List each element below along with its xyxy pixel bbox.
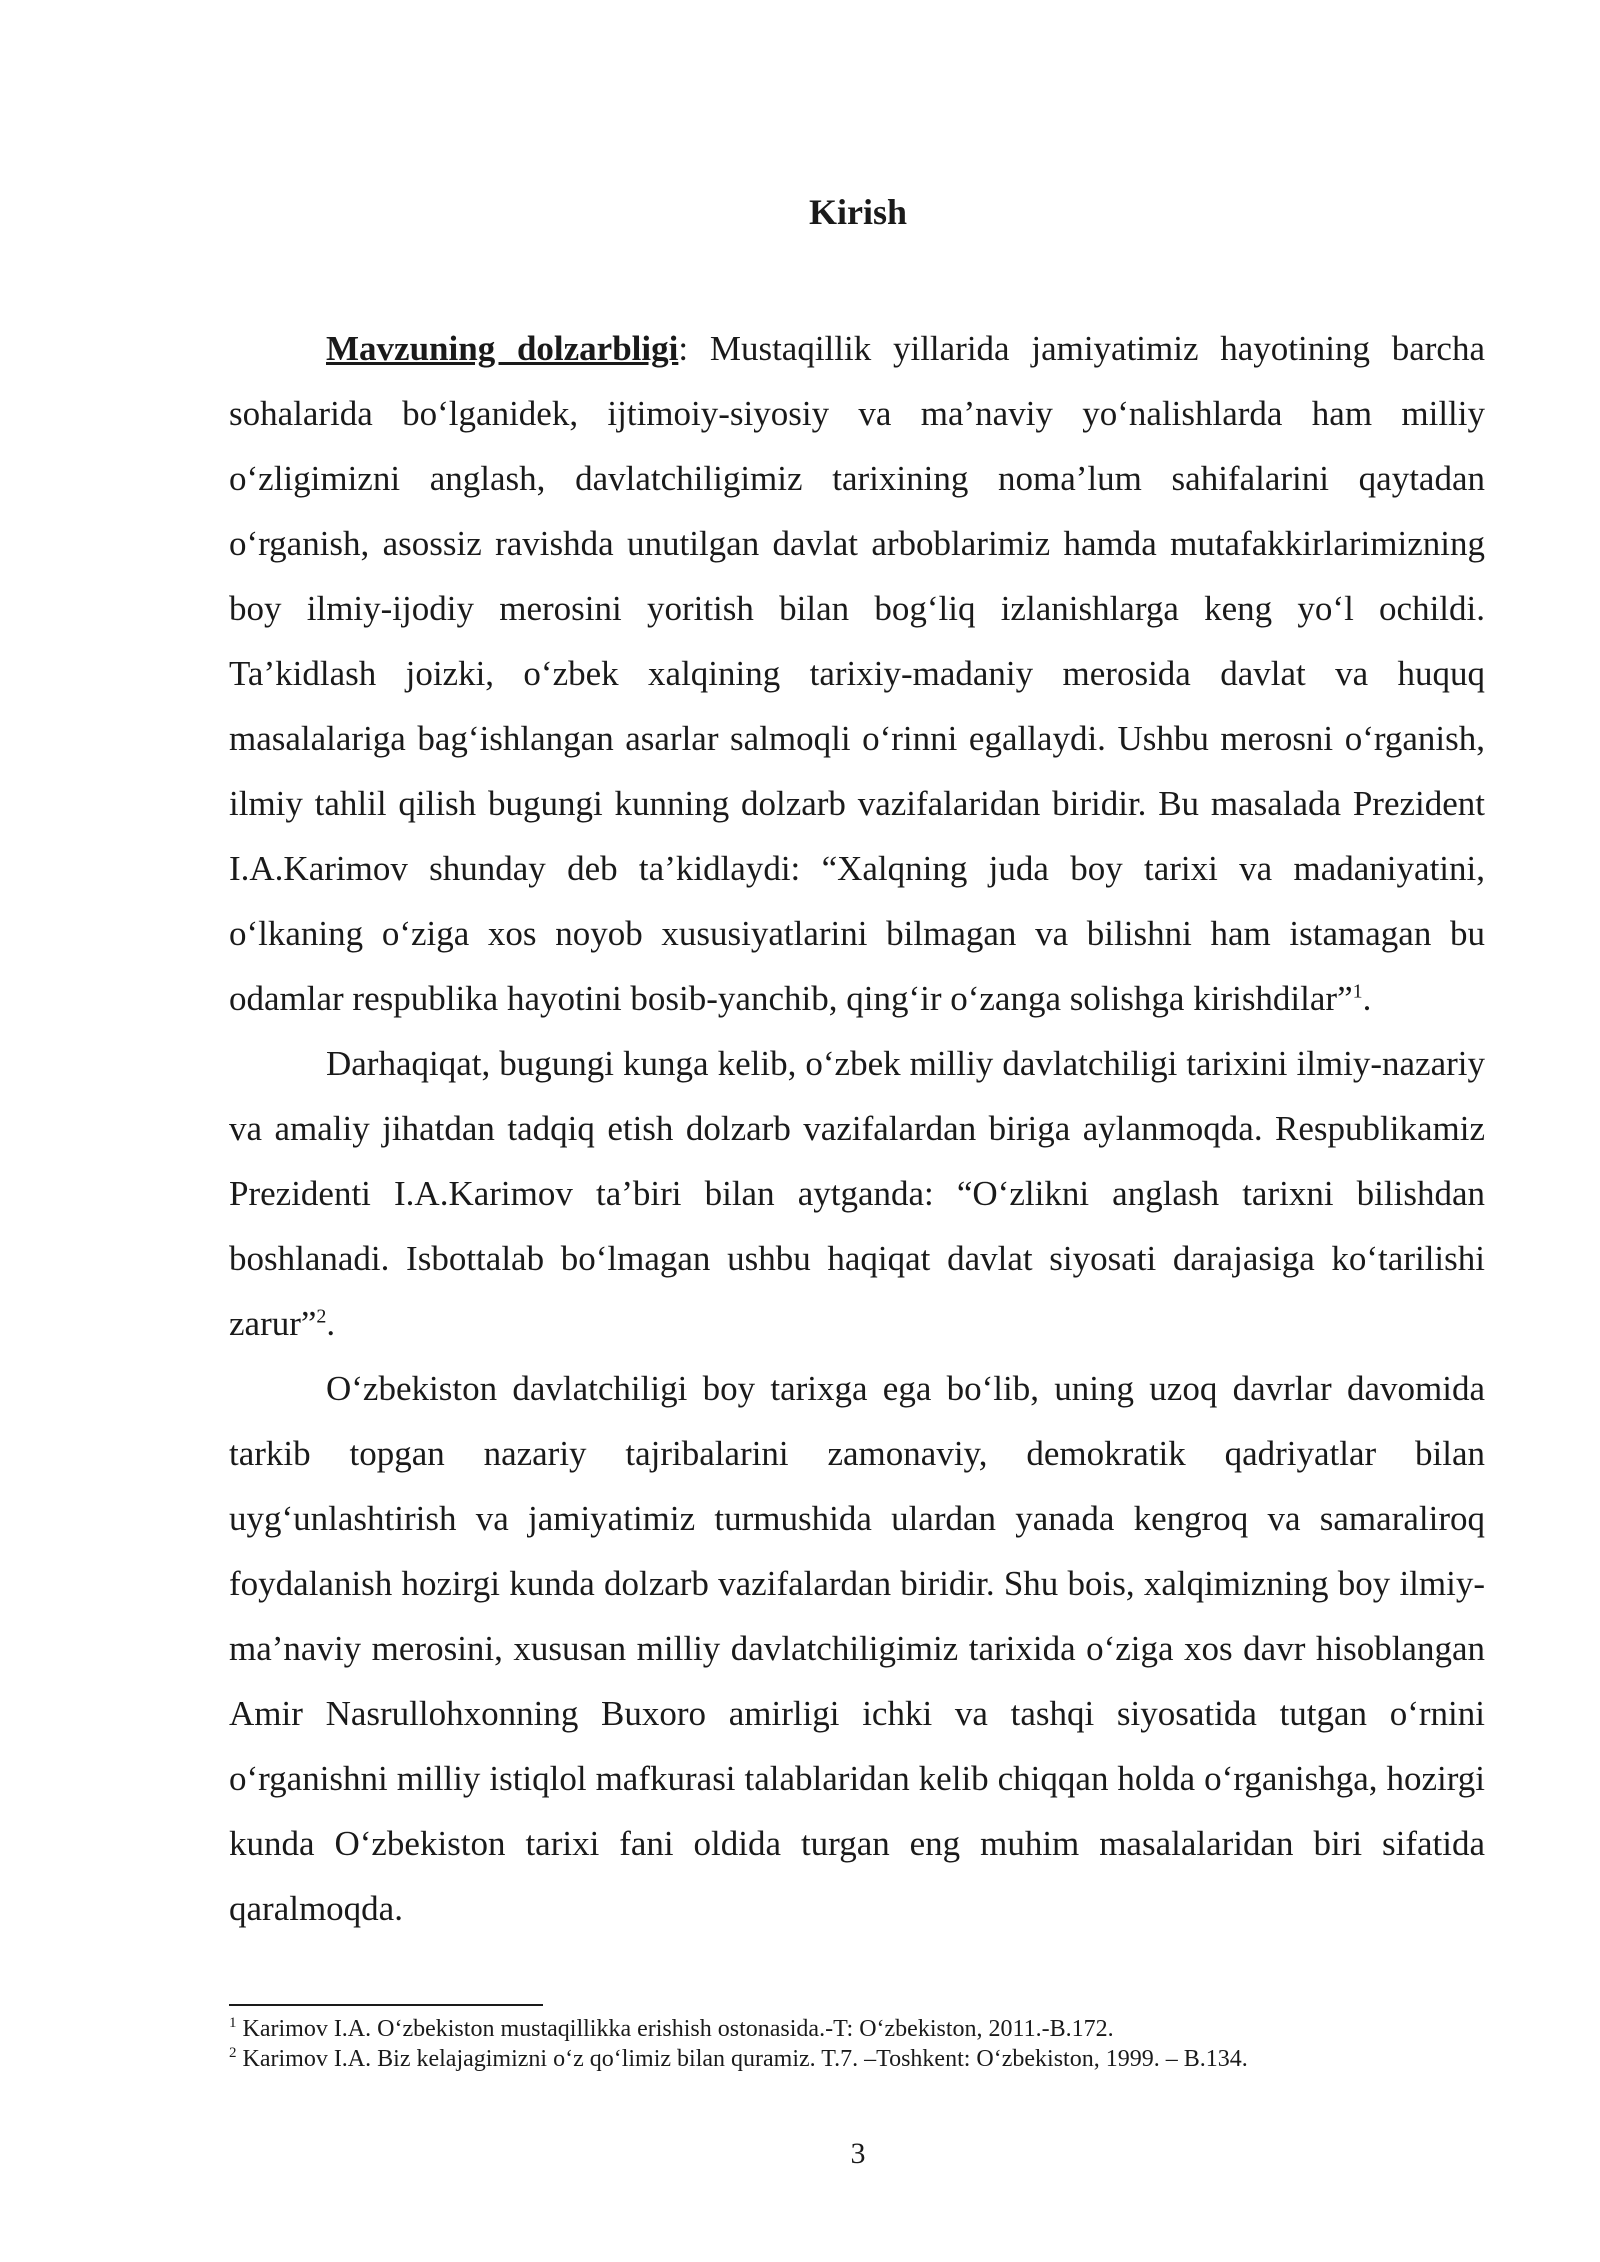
footnote-2 (229, 2044, 1485, 2074)
relevance-heading-colon: : (678, 329, 689, 368)
paragraph-3 (229, 1356, 1485, 1941)
footnotes (229, 2014, 1485, 2074)
paragraph-2-text: Darhaqiqat, bugungi kunga kelib, o‘zbek milliy davlatchiligi tarixini ilmiy-nazariy va amaliy jihatdan tadqiq etish dolzarb vazifalardan biriga aylanmoqda. Respublikamiz Prezidenti I.A.Karimov ta’biri bilan aytganda: “O‘zlikni anglash tarixni bilishdan boshlanadi. Isbottalab bo‘lmagan ushbu haqiqat davlat siyosati darajasiga ko‘tarilishi zarur” (229, 1044, 1485, 1343)
paragraph-2-end: . (326, 1304, 336, 1343)
footnote-2-number: 2 (229, 2045, 237, 2061)
paragraph-3-text: O‘zbekiston davlatchiligi boy tarixga ega bo‘lib, uning uzoq davrlar davomida tarkib topgan nazariy tajribalarini zamonaviy, demokratik qadriyatlar bilan uyg‘unlashtirish va jamiyatimiz turmushida ulardan yanada kengroq va samaraliroq foydalanish hozirgi kunda dolzarb vazifalardan biridir. Shu bois, xalqimizning boy ilmiy-ma’naviy merosini, xususan milliy davlatchiligimiz tarixida o‘ziga xos davr hisoblangan Amir Nasrullohxonning Buxoro amirligi ichki va tashqi siyosatida tutgan o‘rnini o‘rganishni milliy istiqlol mafkurasi talablaridan kelib chiqqan holda o‘rganishga, hozirgi kunda O‘zbekiston tarixi fani oldida turgan eng muhim masalalaridan biri sifatida qaralmoqda. (229, 1369, 1485, 1928)
page-number: 3 (850, 2137, 866, 2170)
footnote-2-text: Karimov I.A. Biz kelajagimizni o‘z qo‘limiz bilan quramiz. T.7. –Toshkent: O‘zbekiston, 1999. – B.134. (236, 2046, 1248, 2072)
paragraph-1-end: . (1362, 979, 1372, 1018)
paragraph-1-text: Mustaqillik yillarida jamiyatimiz hayotining barcha sohalarida bo‘lganidek, ijtimoiy-siyosiy va ma’naviy yo‘nalishlarda ham milliy o‘zligimizni anglash, davlatchiligimiz tarixining noma’lum sahifalarini qaytadan o‘rganish, asossiz ravishda unutilgan davlat arboblarimiz hamda mutafakkirlarimizning boy ilmiy-ijodiy merosini yoritish bilan bog‘liq izlanishlarga keng yo‘l ochildi. Ta’kidlash joizki, o‘zbek xalqining tarixiy-madaniy merosida davlat va huquq masalalariga bag‘ishlangan asarlar salmoqli o‘rinni egallaydi. Ushbu merosni o‘rganish, ilmiy tahlil qilish bugungi kunning dolzarb vazifalaridan biridir. Bu masalada Prezident I.A.Karimov shunday deb ta’kidlaydi: “Xalqning juda boy tarixi va madaniyatini, o‘lkaning o‘ziga xos noyob xususiyatlarini bilmagan va bilishni ham istamagan bu odamlar respublika hayotini bosib-yanchib, qing‘ir o‘zanga solishga kirishdilar” (229, 329, 1485, 1018)
footnote-reference-1: 1 (1352, 980, 1363, 1003)
body-text (229, 316, 1485, 1941)
footnote-separator (229, 2004, 543, 2006)
relevance-heading: Mavzuning dolzarbligi (326, 329, 679, 368)
footnote-1 (229, 2014, 1485, 2044)
paragraph-2 (229, 1031, 1485, 1356)
paragraph-relevance (229, 316, 1485, 1031)
footnote-1-number: 1 (229, 2015, 237, 2031)
section-title: Kirish (808, 192, 907, 232)
footnote-1-text: Karimov I.A. O‘zbekiston mustaqillikka erishish ostonasida.-T: O‘zbekiston, 2011.-B.172. (236, 2016, 1114, 2042)
footnote-reference-2: 2 (316, 1305, 327, 1328)
